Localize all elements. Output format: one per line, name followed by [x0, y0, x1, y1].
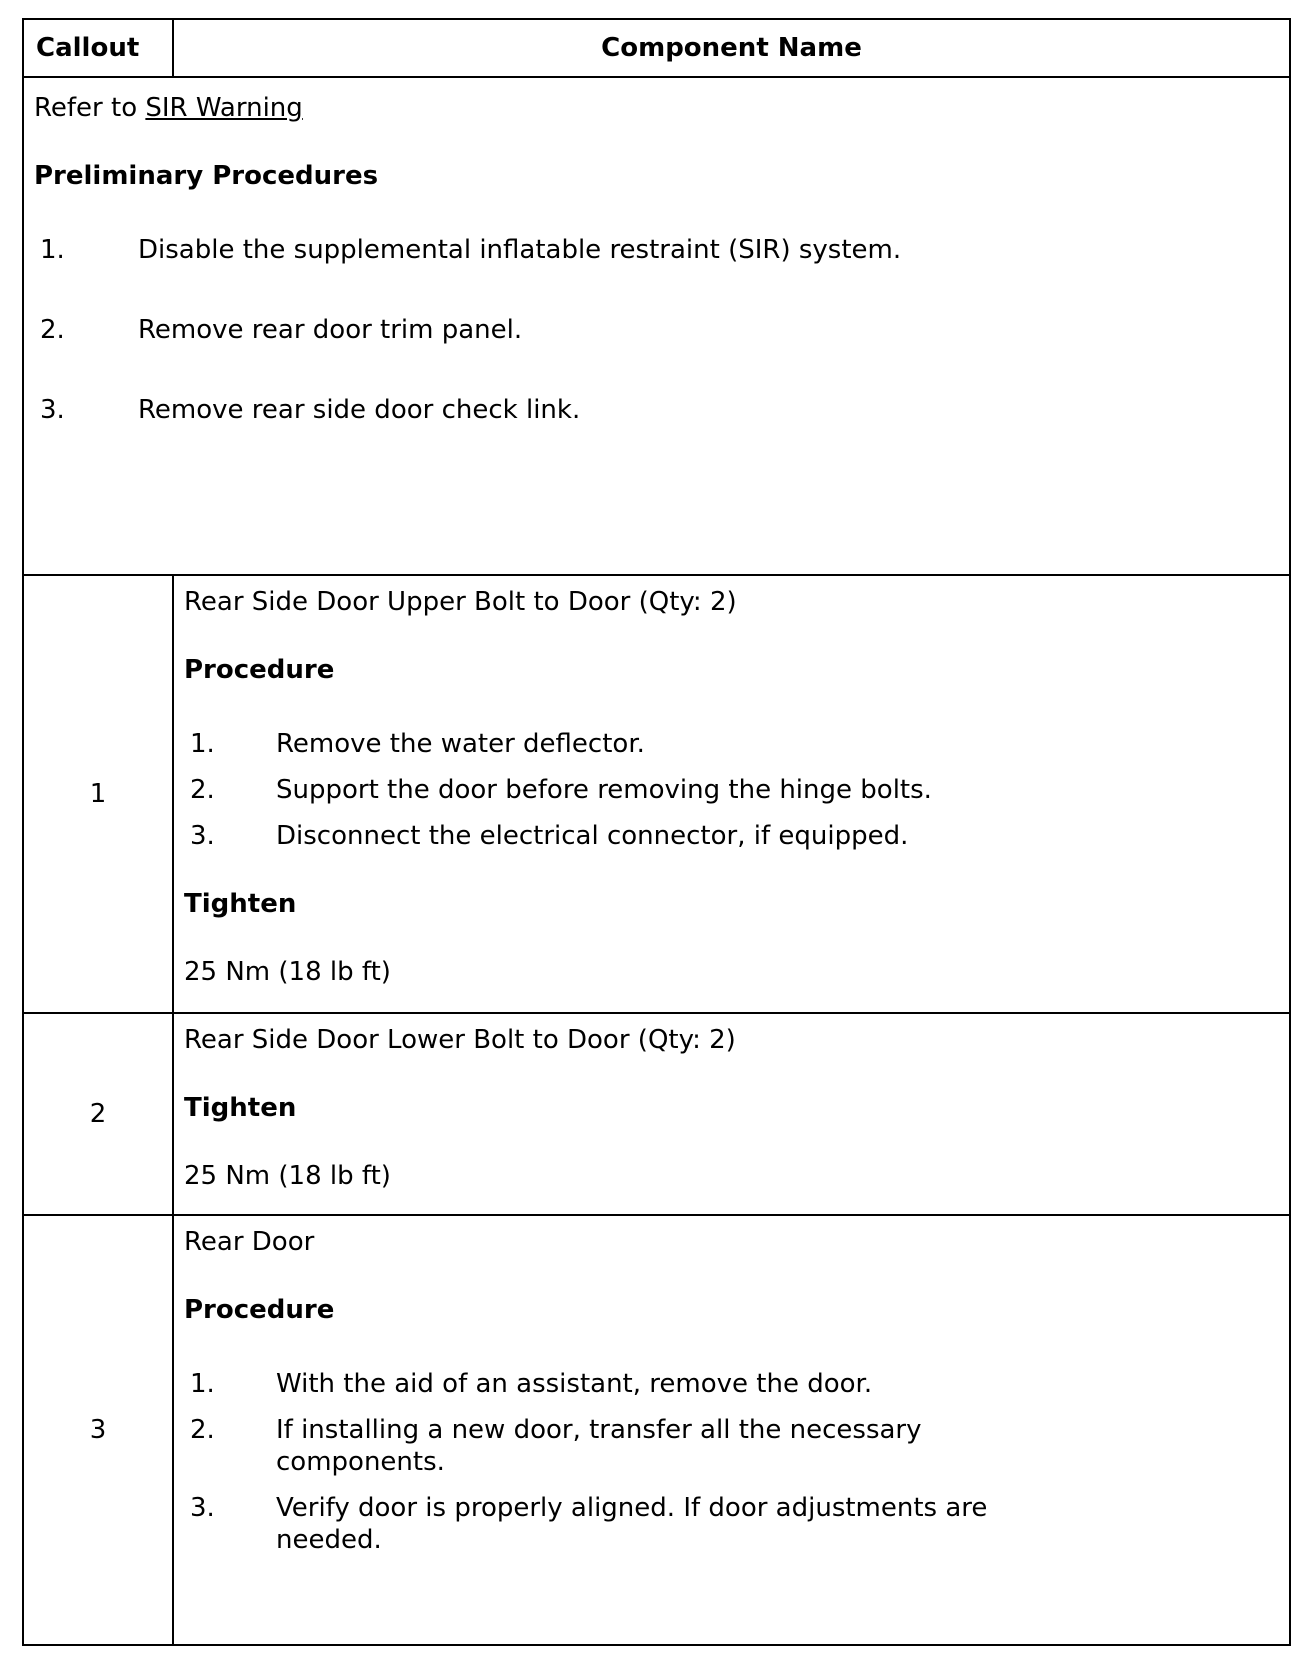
preliminary-heading: Preliminary Procedures [34, 161, 379, 191]
step-number: 3. [40, 395, 65, 425]
procedure-heading: Procedure [184, 655, 335, 685]
step-number: 2. [190, 775, 215, 805]
table-row [23, 1215, 1290, 1645]
list-item [184, 820, 1279, 852]
callout-header: Callout [23, 19, 173, 77]
component-cell [173, 1013, 1290, 1215]
refer-prefix: Refer to [34, 93, 138, 123]
procedure-heading: Procedure [184, 1295, 335, 1325]
preliminary-steps [34, 234, 1279, 426]
table-row [23, 1013, 1290, 1215]
list-item [184, 728, 1279, 760]
list-item [184, 1368, 1279, 1400]
torque-value: 25 Nm (18 lb ft) [184, 1161, 391, 1191]
preliminary-row [23, 77, 1290, 575]
torque-value: 25 Nm (18 lb ft) [184, 957, 391, 987]
step-text: Remove rear side door check link. [138, 395, 581, 425]
list-item [184, 1492, 1279, 1556]
component-title: Rear Door [184, 1227, 315, 1257]
list-item [34, 314, 1279, 346]
component-cell [173, 575, 1290, 1013]
list-item [34, 234, 1279, 266]
procedure-steps [184, 1368, 1279, 1556]
component-name-header: Component Name [173, 19, 1290, 77]
tighten-heading: Tighten [184, 889, 297, 919]
step-text: If installing a new door, transfer all the necessary components. [276, 1415, 922, 1477]
component-title: Rear Side Door Lower Bolt to Door (Qty: 2) [184, 1025, 736, 1055]
preliminary-cell [23, 77, 1290, 575]
table-row [23, 575, 1290, 1013]
list-item [184, 774, 1279, 806]
step-number: 1. [190, 1369, 215, 1399]
callout-number: 2 [23, 1013, 173, 1215]
sir-warning-link[interactable]: SIR Warning [145, 93, 303, 123]
list-item [34, 394, 1279, 426]
step-number: 3. [190, 1493, 215, 1523]
table-header-row [23, 19, 1290, 77]
callout-number: 1 [23, 575, 173, 1013]
list-item [184, 1414, 1279, 1478]
step-text: Remove rear door trim panel. [138, 315, 523, 345]
step-text: Disconnect the electrical connector, if equipped. [276, 821, 909, 851]
step-number: 1. [40, 235, 65, 265]
step-number: 3. [190, 821, 215, 851]
procedure-steps [184, 728, 1279, 852]
step-number: 2. [40, 315, 65, 345]
step-text: Verify door is properly aligned. If door adjustments are needed. [276, 1493, 988, 1555]
step-number: 2. [190, 1415, 215, 1445]
tighten-heading: Tighten [184, 1093, 297, 1123]
component-cell [173, 1215, 1290, 1645]
refer-line [34, 92, 1279, 124]
step-text: Remove the water deflector. [276, 729, 645, 759]
step-text: With the aid of an assistant, remove the door. [276, 1369, 873, 1399]
component-title: Rear Side Door Upper Bolt to Door (Qty: 2) [184, 587, 737, 617]
step-number: 1. [190, 729, 215, 759]
callout-number: 3 [23, 1215, 173, 1645]
step-text: Disable the supplemental inflatable restraint (SIR) system. [138, 235, 902, 265]
component-table [22, 18, 1291, 1646]
step-text: Support the door before removing the hinge bolts. [276, 775, 932, 805]
